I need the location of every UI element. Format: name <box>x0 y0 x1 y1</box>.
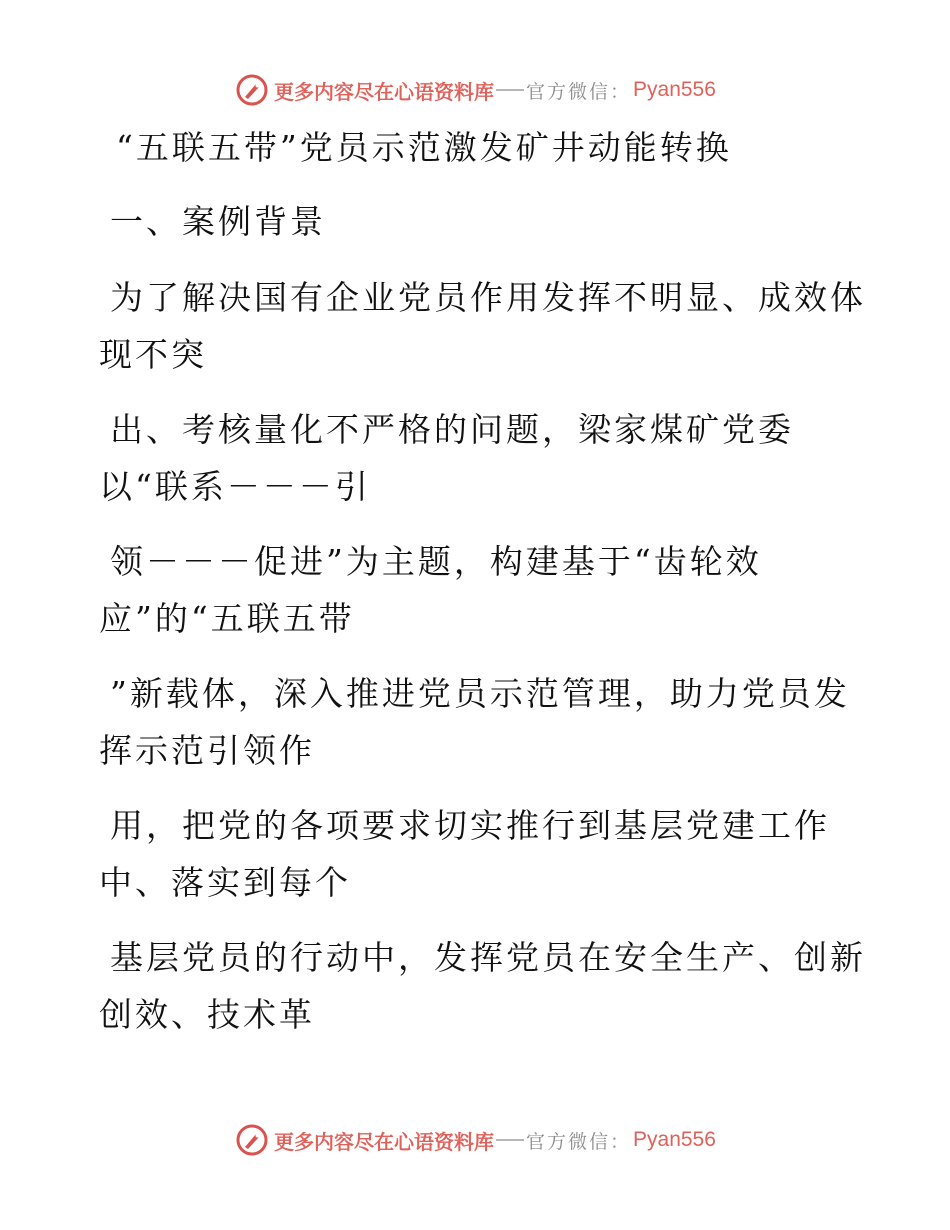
banner-divider <box>496 1139 524 1141</box>
banner-wechat-label: 官方微信： <box>526 80 632 103</box>
banner-divider <box>496 89 524 91</box>
pen-nib-seal-icon <box>236 74 268 106</box>
body-line: 为了解决国有企业党员作用发挥不明显、成效体 <box>110 278 866 317</box>
body-line: 领－－－促进”为主题，构建基于“齿轮效 <box>110 542 762 581</box>
body-line: ”新载体，深入推进党员示范管理，助力党员发 <box>110 674 850 713</box>
body-line: 中、落实到每个 <box>99 863 351 902</box>
body-line: 应”的“五联五带 <box>99 599 355 638</box>
section-heading: 一、案例背景 <box>110 202 326 241</box>
pen-nib-seal-icon <box>236 1124 268 1156</box>
body-line: 用，把党的各项要求切实推行到基层党建工作 <box>110 806 830 845</box>
footer-banner <box>236 1123 716 1157</box>
body-line: 基层党员的行动中，发挥党员在安全生产、创新 <box>110 938 866 977</box>
banner-text: 更多内容尽在心语资料库 <box>274 1129 494 1154</box>
body-line: 以“联系－－－引 <box>99 467 371 506</box>
banner-text: 更多内容尽在心语资料库 <box>274 79 494 104</box>
header-banner <box>236 73 716 107</box>
banner-wechat-label: 官方微信： <box>526 1130 632 1153</box>
body-line: 挥示范引领作 <box>99 731 315 770</box>
body-line: 出、考核量化不严格的问题，梁家煤矿党委 <box>110 410 794 449</box>
document-title: “五联五带”党员示范激发矿井动能转换 <box>116 128 732 167</box>
banner-wechat-id: Pyan556 <box>633 78 716 101</box>
body-line: 现不突 <box>99 335 207 374</box>
banner-wechat-id: Pyan556 <box>633 1128 716 1151</box>
body-line: 创效、技术革 <box>99 995 315 1034</box>
